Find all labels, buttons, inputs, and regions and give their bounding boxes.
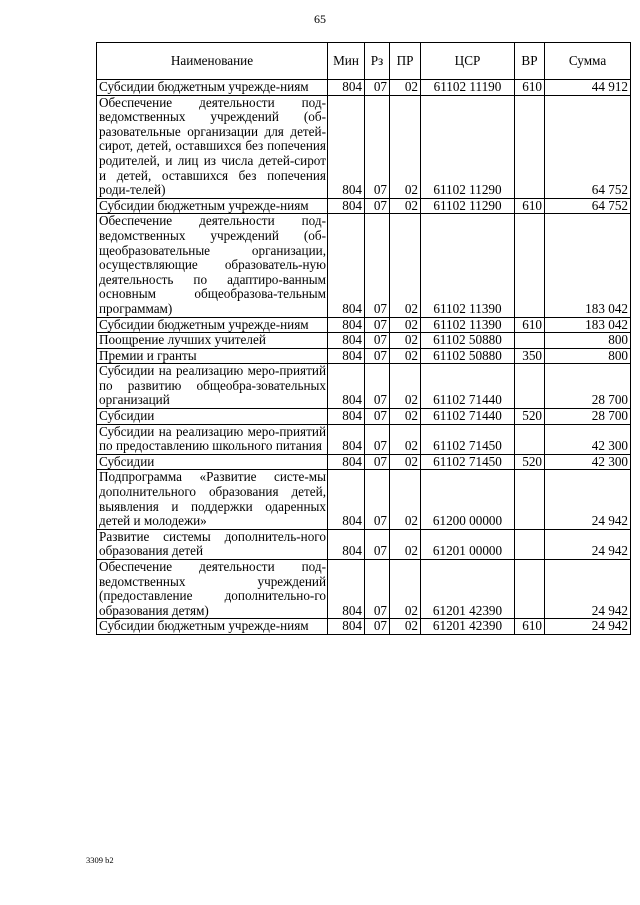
table-row: [97, 333, 631, 349]
table-row: [97, 364, 631, 409]
cell-vr: 610: [515, 80, 545, 96]
table-row: [97, 80, 631, 96]
cell-name: Субсидии бюджетным учрежде-ниям: [97, 80, 328, 96]
cell-sum: 44 912: [545, 80, 631, 96]
cell-pr: 02: [390, 333, 421, 349]
cell-sum: 24 942: [545, 470, 631, 529]
cell-rz: 07: [365, 317, 390, 333]
cell-pr: 02: [390, 198, 421, 214]
cell-name: Субсидии на реализацию меро-приятий по развитию общеобра-зовательных организаций: [97, 364, 328, 409]
table-row: [97, 619, 631, 635]
cell-rz: 07: [365, 424, 390, 454]
table-row: [97, 95, 631, 198]
cell-sum: 28 700: [545, 364, 631, 409]
table-row: [97, 198, 631, 214]
cell-rz: 07: [365, 364, 390, 409]
header-row: [97, 43, 631, 80]
table-row: [97, 529, 631, 559]
cell-min: 804: [328, 619, 365, 635]
cell-name: Развитие системы дополнитель-ного образования детей: [97, 529, 328, 559]
cell-sum: 28 700: [545, 409, 631, 425]
cell-vr: 520: [515, 409, 545, 425]
cell-sum: 64 752: [545, 95, 631, 198]
cell-rz: 07: [365, 198, 390, 214]
cell-name: Премии и гранты: [97, 348, 328, 364]
cell-min: 804: [328, 198, 365, 214]
header-sum: Сумма: [545, 43, 631, 80]
cell-min: 804: [328, 409, 365, 425]
cell-csr: 61201 42390: [421, 560, 515, 619]
cell-pr: 02: [390, 348, 421, 364]
cell-sum: 64 752: [545, 198, 631, 214]
cell-csr: 61102 11390: [421, 214, 515, 317]
cell-pr: 02: [390, 560, 421, 619]
cell-sum: 24 942: [545, 619, 631, 635]
cell-vr: [515, 424, 545, 454]
cell-csr: 61201 42390: [421, 619, 515, 635]
cell-csr: 61102 11290: [421, 95, 515, 198]
cell-vr: [515, 333, 545, 349]
cell-vr: [515, 214, 545, 317]
cell-pr: 02: [390, 95, 421, 198]
cell-min: 804: [328, 80, 365, 96]
cell-rz: 07: [365, 560, 390, 619]
table-row: [97, 348, 631, 364]
cell-rz: 07: [365, 470, 390, 529]
cell-min: 804: [328, 454, 365, 470]
cell-min: 804: [328, 364, 365, 409]
cell-rz: 07: [365, 619, 390, 635]
header-pr: ПР: [390, 43, 421, 80]
cell-name: Обеспечение деятельности под-ведомственных учреждений (об-разовательные организации для детей-сирот, детей, оставшихся без попечения родителей, и лиц из числа детей-сирот и детей, оставшихся без попечения роди-телей): [97, 95, 328, 198]
cell-csr: 61102 71440: [421, 364, 515, 409]
cell-vr: 610: [515, 198, 545, 214]
cell-vr: 520: [515, 454, 545, 470]
cell-pr: 02: [390, 317, 421, 333]
cell-csr: 61102 11190: [421, 80, 515, 96]
cell-pr: 02: [390, 364, 421, 409]
cell-csr: 61102 11390: [421, 317, 515, 333]
header-rz: Рз: [365, 43, 390, 80]
header-vr: ВР: [515, 43, 545, 80]
cell-rz: 07: [365, 80, 390, 96]
cell-vr: [515, 364, 545, 409]
cell-vr: 610: [515, 317, 545, 333]
cell-sum: 183 042: [545, 214, 631, 317]
cell-vr: [515, 529, 545, 559]
cell-name: Обеспечение деятельности под-ведомственных учреждений (предоставление дополнительно-го образования детям): [97, 560, 328, 619]
cell-min: 804: [328, 333, 365, 349]
cell-sum: 800: [545, 348, 631, 364]
cell-csr: 61102 11290: [421, 198, 515, 214]
header-min: Мин: [328, 43, 365, 80]
cell-rz: 07: [365, 454, 390, 470]
cell-csr: 61102 50880: [421, 333, 515, 349]
cell-csr: 61200 00000: [421, 470, 515, 529]
cell-csr: 61201 00000: [421, 529, 515, 559]
cell-min: 804: [328, 95, 365, 198]
table-body: [97, 80, 631, 635]
cell-rz: 07: [365, 95, 390, 198]
cell-vr: 350: [515, 348, 545, 364]
cell-pr: 02: [390, 619, 421, 635]
cell-vr: [515, 560, 545, 619]
cell-sum: 24 942: [545, 560, 631, 619]
header-name: Наименование: [97, 43, 328, 80]
cell-rz: 07: [365, 409, 390, 425]
cell-min: 804: [328, 317, 365, 333]
table-row: [97, 317, 631, 333]
cell-min: 804: [328, 214, 365, 317]
page-number: 65: [314, 12, 326, 26]
cell-min: 804: [328, 560, 365, 619]
cell-name: Субсидии на реализацию меро-приятий по предоставлению школьного питания: [97, 424, 328, 454]
footer-code: 3309 b2: [86, 855, 114, 865]
cell-vr: [515, 470, 545, 529]
cell-sum: 42 300: [545, 424, 631, 454]
cell-rz: 07: [365, 348, 390, 364]
cell-pr: 02: [390, 470, 421, 529]
cell-sum: 800: [545, 333, 631, 349]
cell-name: Субсидии бюджетным учрежде-ниям: [97, 317, 328, 333]
cell-name: Субсидии бюджетным учрежде-ниям: [97, 198, 328, 214]
cell-rz: 07: [365, 333, 390, 349]
cell-min: 804: [328, 424, 365, 454]
header-csr: ЦСР: [421, 43, 515, 80]
cell-pr: 02: [390, 80, 421, 96]
cell-pr: 02: [390, 454, 421, 470]
cell-vr: [515, 95, 545, 198]
cell-vr: 610: [515, 619, 545, 635]
table-row: [97, 409, 631, 425]
cell-sum: 183 042: [545, 317, 631, 333]
cell-csr: 61102 71440: [421, 409, 515, 425]
cell-pr: 02: [390, 214, 421, 317]
cell-sum: 24 942: [545, 529, 631, 559]
cell-csr: 61102 50880: [421, 348, 515, 364]
budget-table: [96, 42, 631, 635]
cell-rz: 07: [365, 214, 390, 317]
table-row: [97, 424, 631, 454]
table-row: [97, 470, 631, 529]
cell-min: 804: [328, 529, 365, 559]
cell-name: Субсидии: [97, 409, 328, 425]
table-row: [97, 454, 631, 470]
table-row: [97, 214, 631, 317]
cell-pr: 02: [390, 409, 421, 425]
table-row: [97, 560, 631, 619]
cell-min: 804: [328, 348, 365, 364]
cell-name: Обеспечение деятельности под-ведомственных учреждений (об-щеобразовательные организации, осуществляющие образователь-ную деятельность по адаптиро-ванным основным общеобразова-тельным программам): [97, 214, 328, 317]
cell-pr: 02: [390, 424, 421, 454]
cell-name: Субсидии бюджетным учрежде-ниям: [97, 619, 328, 635]
cell-min: 804: [328, 470, 365, 529]
cell-rz: 07: [365, 529, 390, 559]
cell-pr: 02: [390, 529, 421, 559]
cell-csr: 61102 71450: [421, 424, 515, 454]
cell-csr: 61102 71450: [421, 454, 515, 470]
cell-name: Подпрограмма «Развитие систе-мы дополнительного образования детей, выявления и поддержки одаренных детей и молодежи»: [97, 470, 328, 529]
cell-name: Поощрение лучших учителей: [97, 333, 328, 349]
cell-sum: 42 300: [545, 454, 631, 470]
cell-name: Субсидии: [97, 454, 328, 470]
